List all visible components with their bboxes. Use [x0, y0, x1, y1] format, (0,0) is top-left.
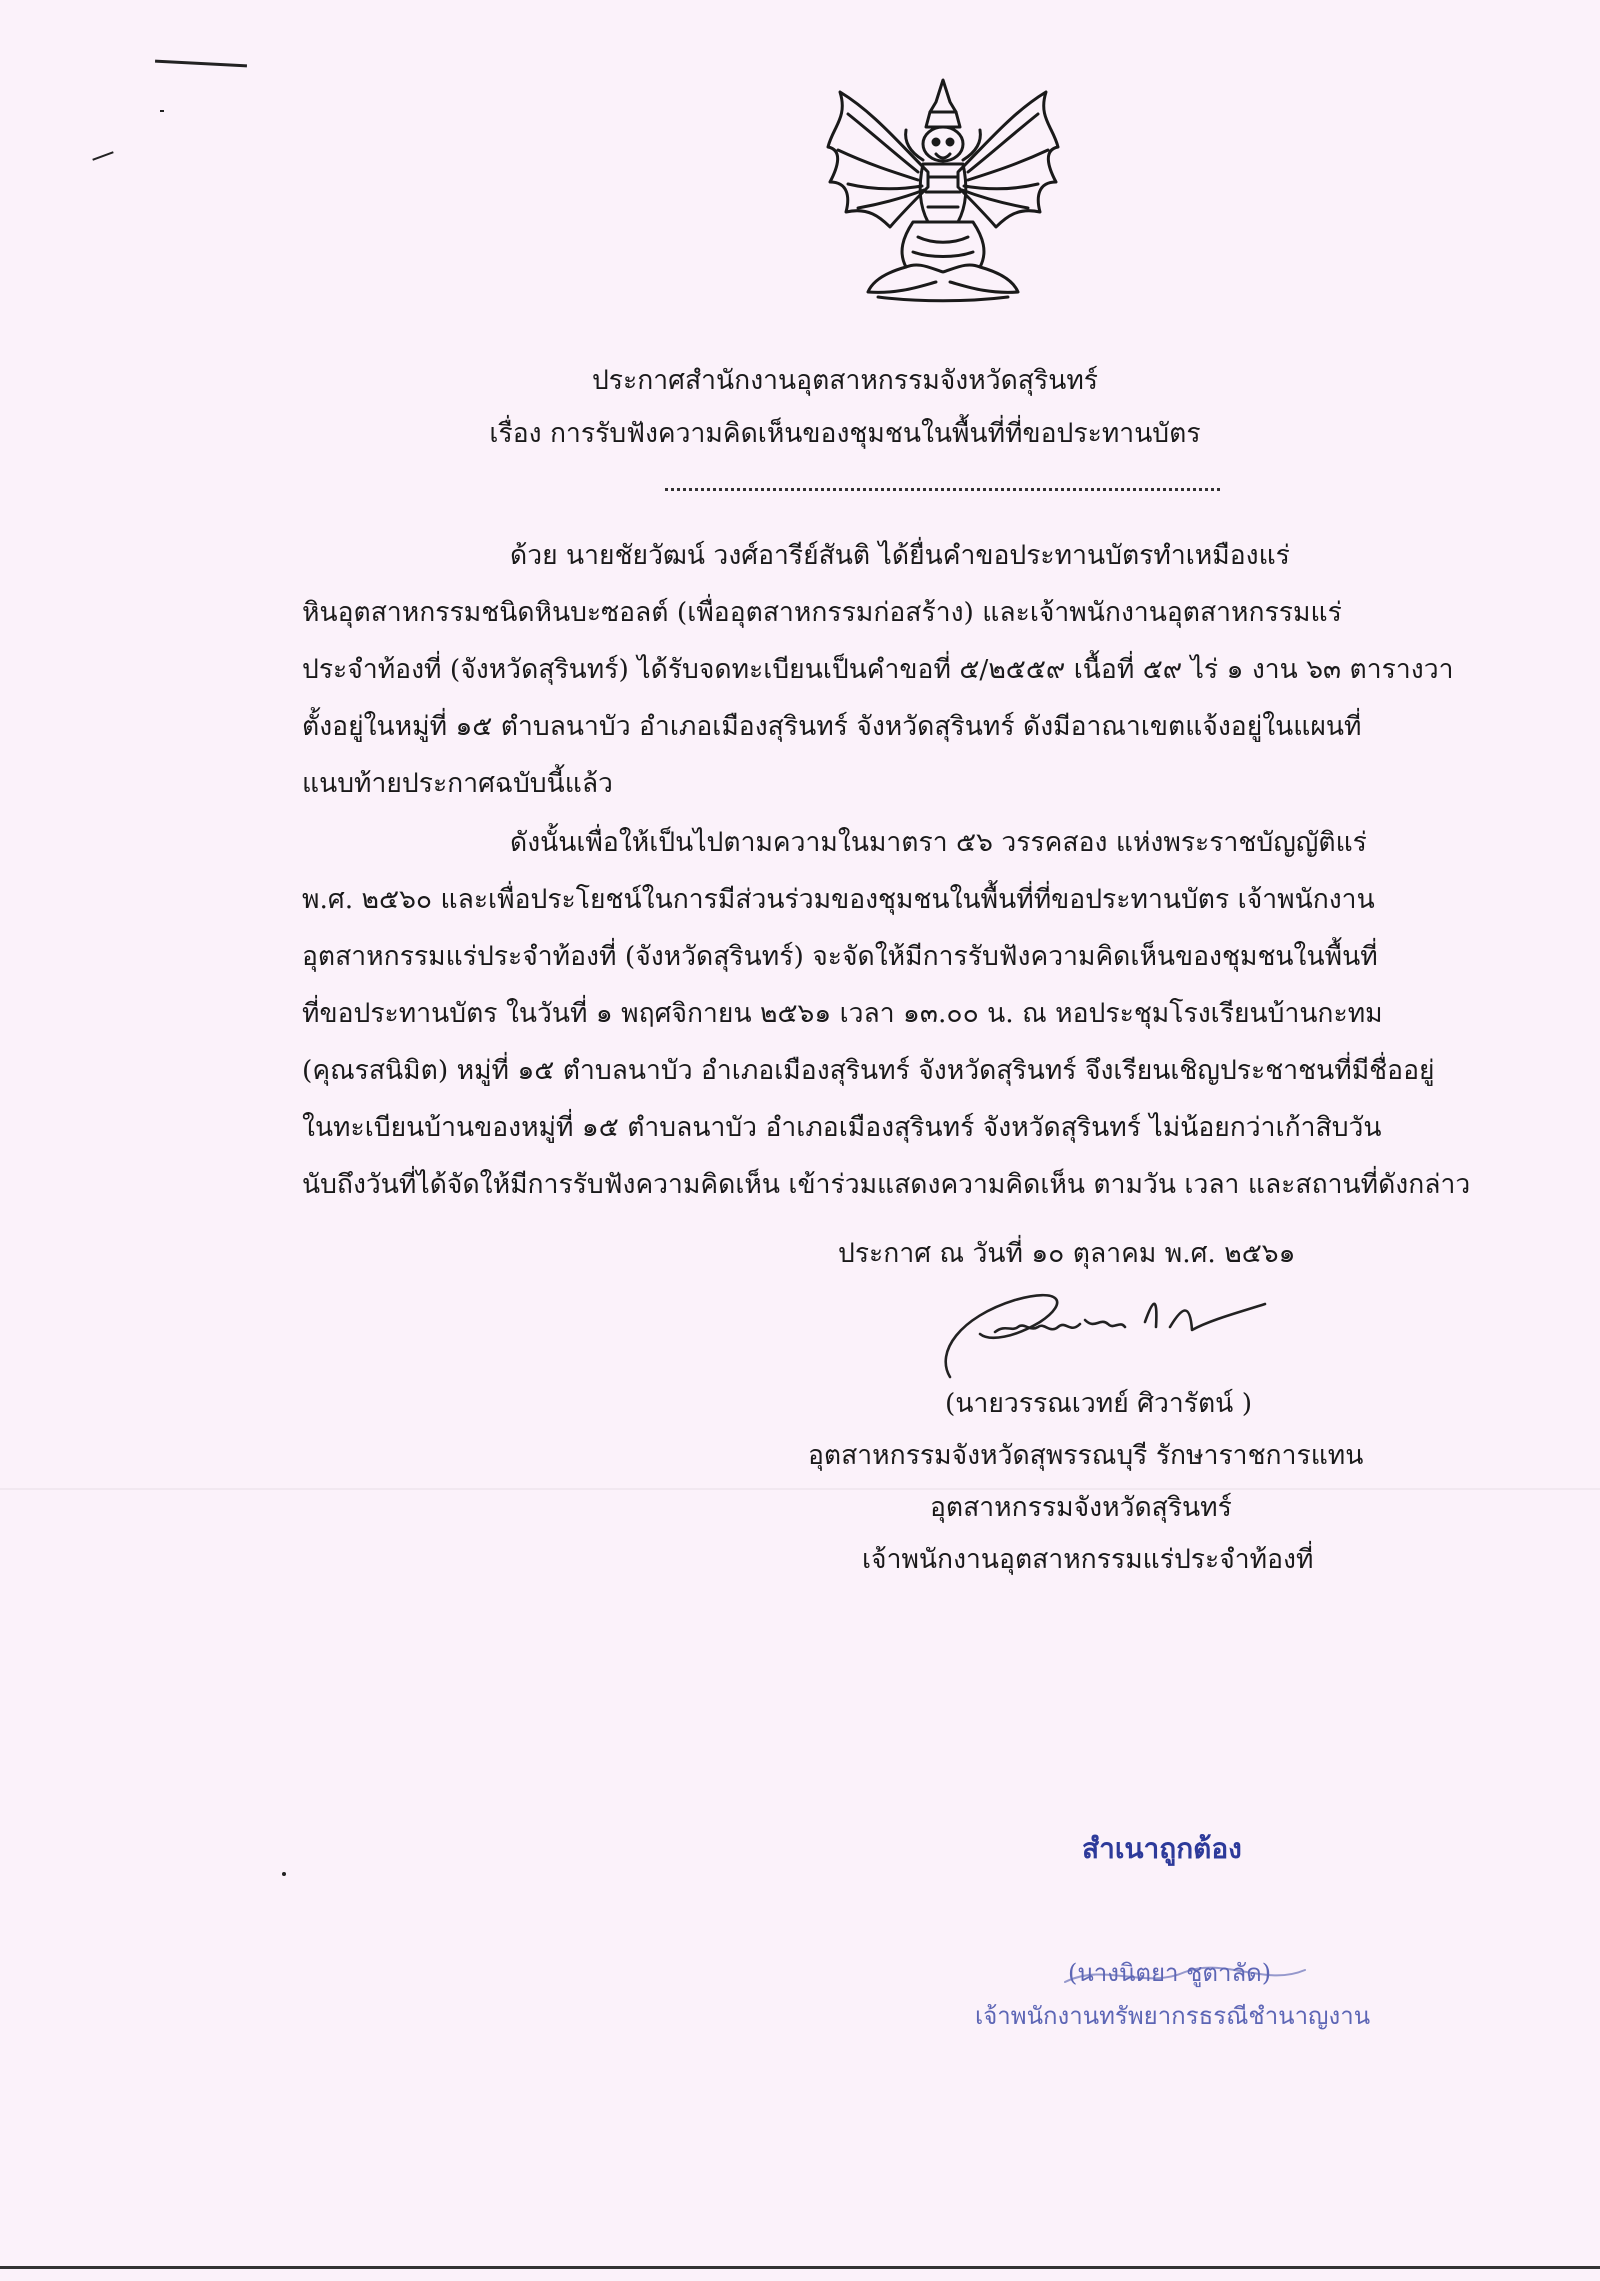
paragraph2-line2: พ.ศ. ๒๕๖๐ และเพื่อประโยชน์ในการมีส่วนร่วมของชุมชนในพื้นที่ที่ขอประทานบัตร เจ้าพนักงาน: [302, 884, 1375, 915]
paragraph2-line1: ดังนั้นเพื่อให้เป็นไปตามความในมาตรา ๕๖ วรรคสอง แห่งพระราชบัญญัติแร่: [510, 827, 1367, 858]
paragraph2-line5: (คุณรสนิมิต) หมู่ที่ ๑๕ ตำบลนาบัว อำเภอเมืองสุรินทร์ จังหวัดสุรินทร์ จึงเรียนเชิญประชาชนที่มีชื่ออยู่: [302, 1055, 1435, 1086]
paragraph1-line4: ตั้งอยู่ในหมู่ที่ ๑๕ ตำบลนาบัว อำเภอเมืองสุรินทร์ จังหวัดสุรินทร์ ดังมีอาณาเขตแจ้งอยู่ในแผนที่: [302, 711, 1362, 742]
paragraph1-line5: แนบท้ายประกาศฉบับนี้แล้ว: [302, 768, 613, 799]
certified-copy-stamp: สำเนาถูกต้อง: [1082, 1832, 1242, 1865]
signatory-position-3: เจ้าพนักงานอุตสาหกรรมแร่ประจำท้องที่: [862, 1544, 1314, 1575]
signatory-position-1: อุตสาหกรรมจังหวัดสุพรรณบุรี รักษาราชการแทน: [808, 1440, 1364, 1471]
scan-mark-top-left: [155, 60, 247, 68]
paragraph2-line4: ที่ขอประทานบัตร ในวันที่ ๑ พฤศจิกายน ๒๕๖๑ เวลา ๑๓.๐๐ น. ณ หอประชุมโรงเรียนบ้านกะทม: [302, 998, 1383, 1029]
scan-mark-small-2: [92, 151, 113, 160]
scan-dot: [282, 1872, 286, 1876]
signatory-name: (นายวรรณเวทย์ ศิวารัตน์ ): [945, 1388, 1253, 1419]
divider-dotted: [665, 488, 1220, 491]
document-title: ประกาศสำนักงานอุตสาหกรรมจังหวัดสุรินทร์: [591, 365, 1099, 396]
certifier-position: เจ้าพนักงานทรัพยากรธรณีชำนาญงาน: [975, 2002, 1371, 2030]
garuda-emblem-icon: [818, 72, 1068, 304]
document-subject: เรื่อง การรับฟังความคิดเห็นของชุมชนในพื้นที่ที่ขอประทานบัตร: [489, 418, 1201, 449]
handwritten-signature: [920, 1272, 1280, 1392]
date-line: ประกาศ ณ วันที่ ๑๐ ตุลาคม พ.ศ. ๒๕๖๑: [838, 1238, 1296, 1269]
scan-bottom-edge: [0, 2266, 1600, 2269]
paragraph1-line3: ประจำท้องที่ (จังหวัดสุรินทร์) ได้รับจดทะเบียนเป็นคำขอที่ ๕/๒๕๕๙ เนื้อที่ ๕๙ ไร่ ๑ งาน ๖๓ ตารางวา: [302, 654, 1454, 685]
scan-mark-small-1: [160, 110, 164, 112]
signatory-position-2: อุตสาหกรรมจังหวัดสุรินทร์: [930, 1492, 1232, 1523]
paper-fold-line: [0, 1488, 1600, 1490]
paragraph1-line2: หินอุตสาหกรรมชนิดหินบะซอลต์ (เพื่ออุตสาหกรรมก่อสร้าง) และเจ้าพนักงานอุตสาหกรรมแร่: [302, 597, 1342, 628]
certifier-name: (นางนิตยา ชูตาลัด): [1068, 1959, 1272, 1987]
paragraph1-line1: ด้วย นายชัยวัฒน์ วงศ์อารีย์สันติ ได้ยื่นคำขอประทานบัตรทำเหมืองแร่: [510, 540, 1290, 571]
paragraph2-line3: อุตสาหกรรมแร่ประจำท้องที่ (จังหวัดสุรินทร์) จะจัดให้มีการรับฟังความคิดเห็นของชุมชนในพื้นที่: [302, 941, 1378, 972]
paragraph2-line7: นับถึงวันที่ได้จัดให้มีการรับฟังความคิดเห็น เข้าร่วมแสดงความคิดเห็น ตามวัน เวลา และสถานที่ดังกล่าว: [302, 1169, 1471, 1200]
paragraph2-line6: ในทะเบียนบ้านของหมู่ที่ ๑๕ ตำบลนาบัว อำเภอเมืองสุรินทร์ จังหวัดสุรินทร์ ไม่น้อยกว่าเก้าสิบวัน: [302, 1112, 1382, 1143]
